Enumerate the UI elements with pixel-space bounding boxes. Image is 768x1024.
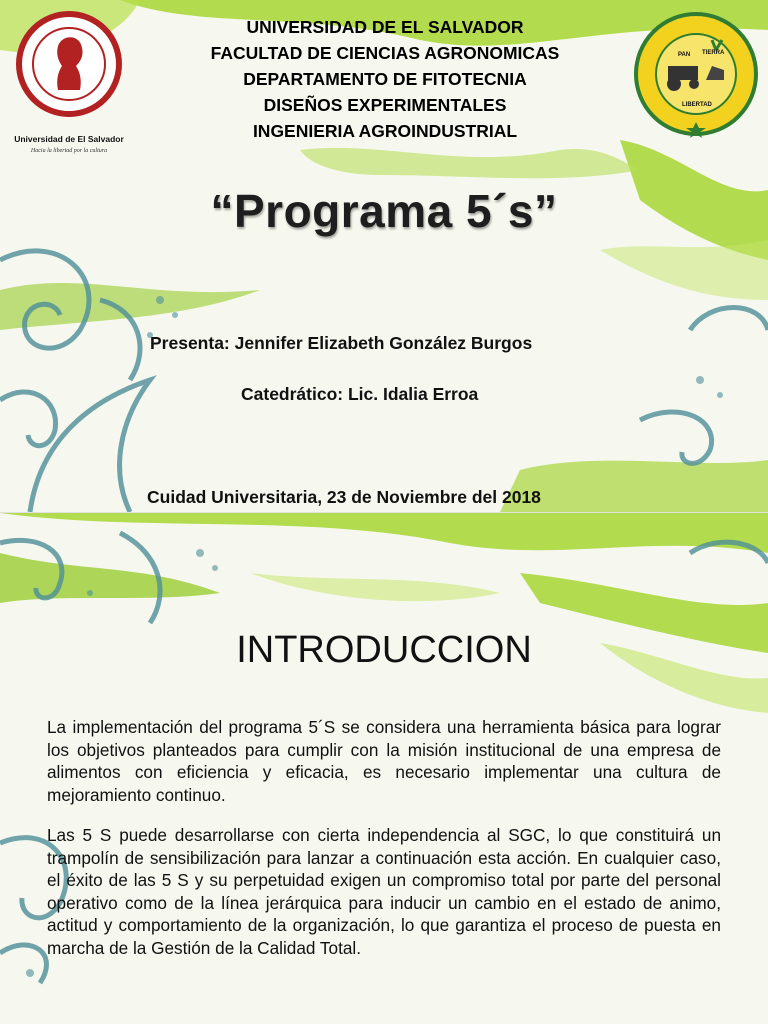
section-title: INTRODUCCION bbox=[236, 629, 532, 671]
presenter-line: Presenta: Jennifer Elizabeth González Burgos bbox=[150, 333, 533, 353]
university-caption: Universidad de El Salvador bbox=[14, 134, 124, 144]
seal-word-tierra: TIERRA bbox=[702, 50, 725, 56]
introduction-slide bbox=[0, 512, 768, 1024]
intro-paragraph-1: La implementación del programa 5´S se considera una herramienta básica para lograr los objetivos planteados para cumplir con la misión institucional de una empresa de alimentos con eficiencia y eficacia, es necesario implementar una cultura de mejoramiento continuo. bbox=[47, 717, 721, 805]
intro-paragraph-2: Las 5 S puede desarrollarse con cierta independencia al SGC, lo que constituirá un trampolín de sensibilización para lanzar a continuación esta acción. En cualquier caso, el éxito de las 5 S y su perpetuidad exigen un compromiso total por parte del personal operativo como de la línea jerárquica para inducir un cambio en el estado de animo, actitud y comportamiento de la organización, lo que garantiza el proceso de puesta en marcha de la Gestión de la Calidad Total. bbox=[47, 825, 721, 958]
header-line: DEPARTAMENTO DE FITOTECNIA bbox=[243, 69, 527, 89]
teacher-line: Catedrático: Lic. Idalia Erroa bbox=[241, 384, 479, 404]
faculty-seal bbox=[632, 10, 760, 138]
header-line: INGENIERIA AGROINDUSTRIAL bbox=[252, 121, 518, 141]
university-logo bbox=[10, 6, 128, 154]
seal-word-pan: PAN bbox=[678, 52, 691, 58]
header-line: UNIVERSIDAD DE EL SALVADOR bbox=[246, 17, 524, 37]
presentation-title: “Programa 5´s” bbox=[210, 185, 558, 237]
place-date-line: Cuidad Universitaria, 23 de Noviembre del 2018 bbox=[147, 487, 541, 507]
university-motto: Hacia la libertad por la cultura bbox=[30, 148, 108, 154]
header-line: FACULTAD DE CIENCIAS AGRONOMICAS bbox=[210, 43, 560, 63]
seal-word-libertad: LIBERTAD bbox=[682, 102, 712, 108]
institution-header bbox=[130, 14, 640, 144]
header-line: DISEÑOS EXPERIMENTALES bbox=[263, 95, 507, 115]
